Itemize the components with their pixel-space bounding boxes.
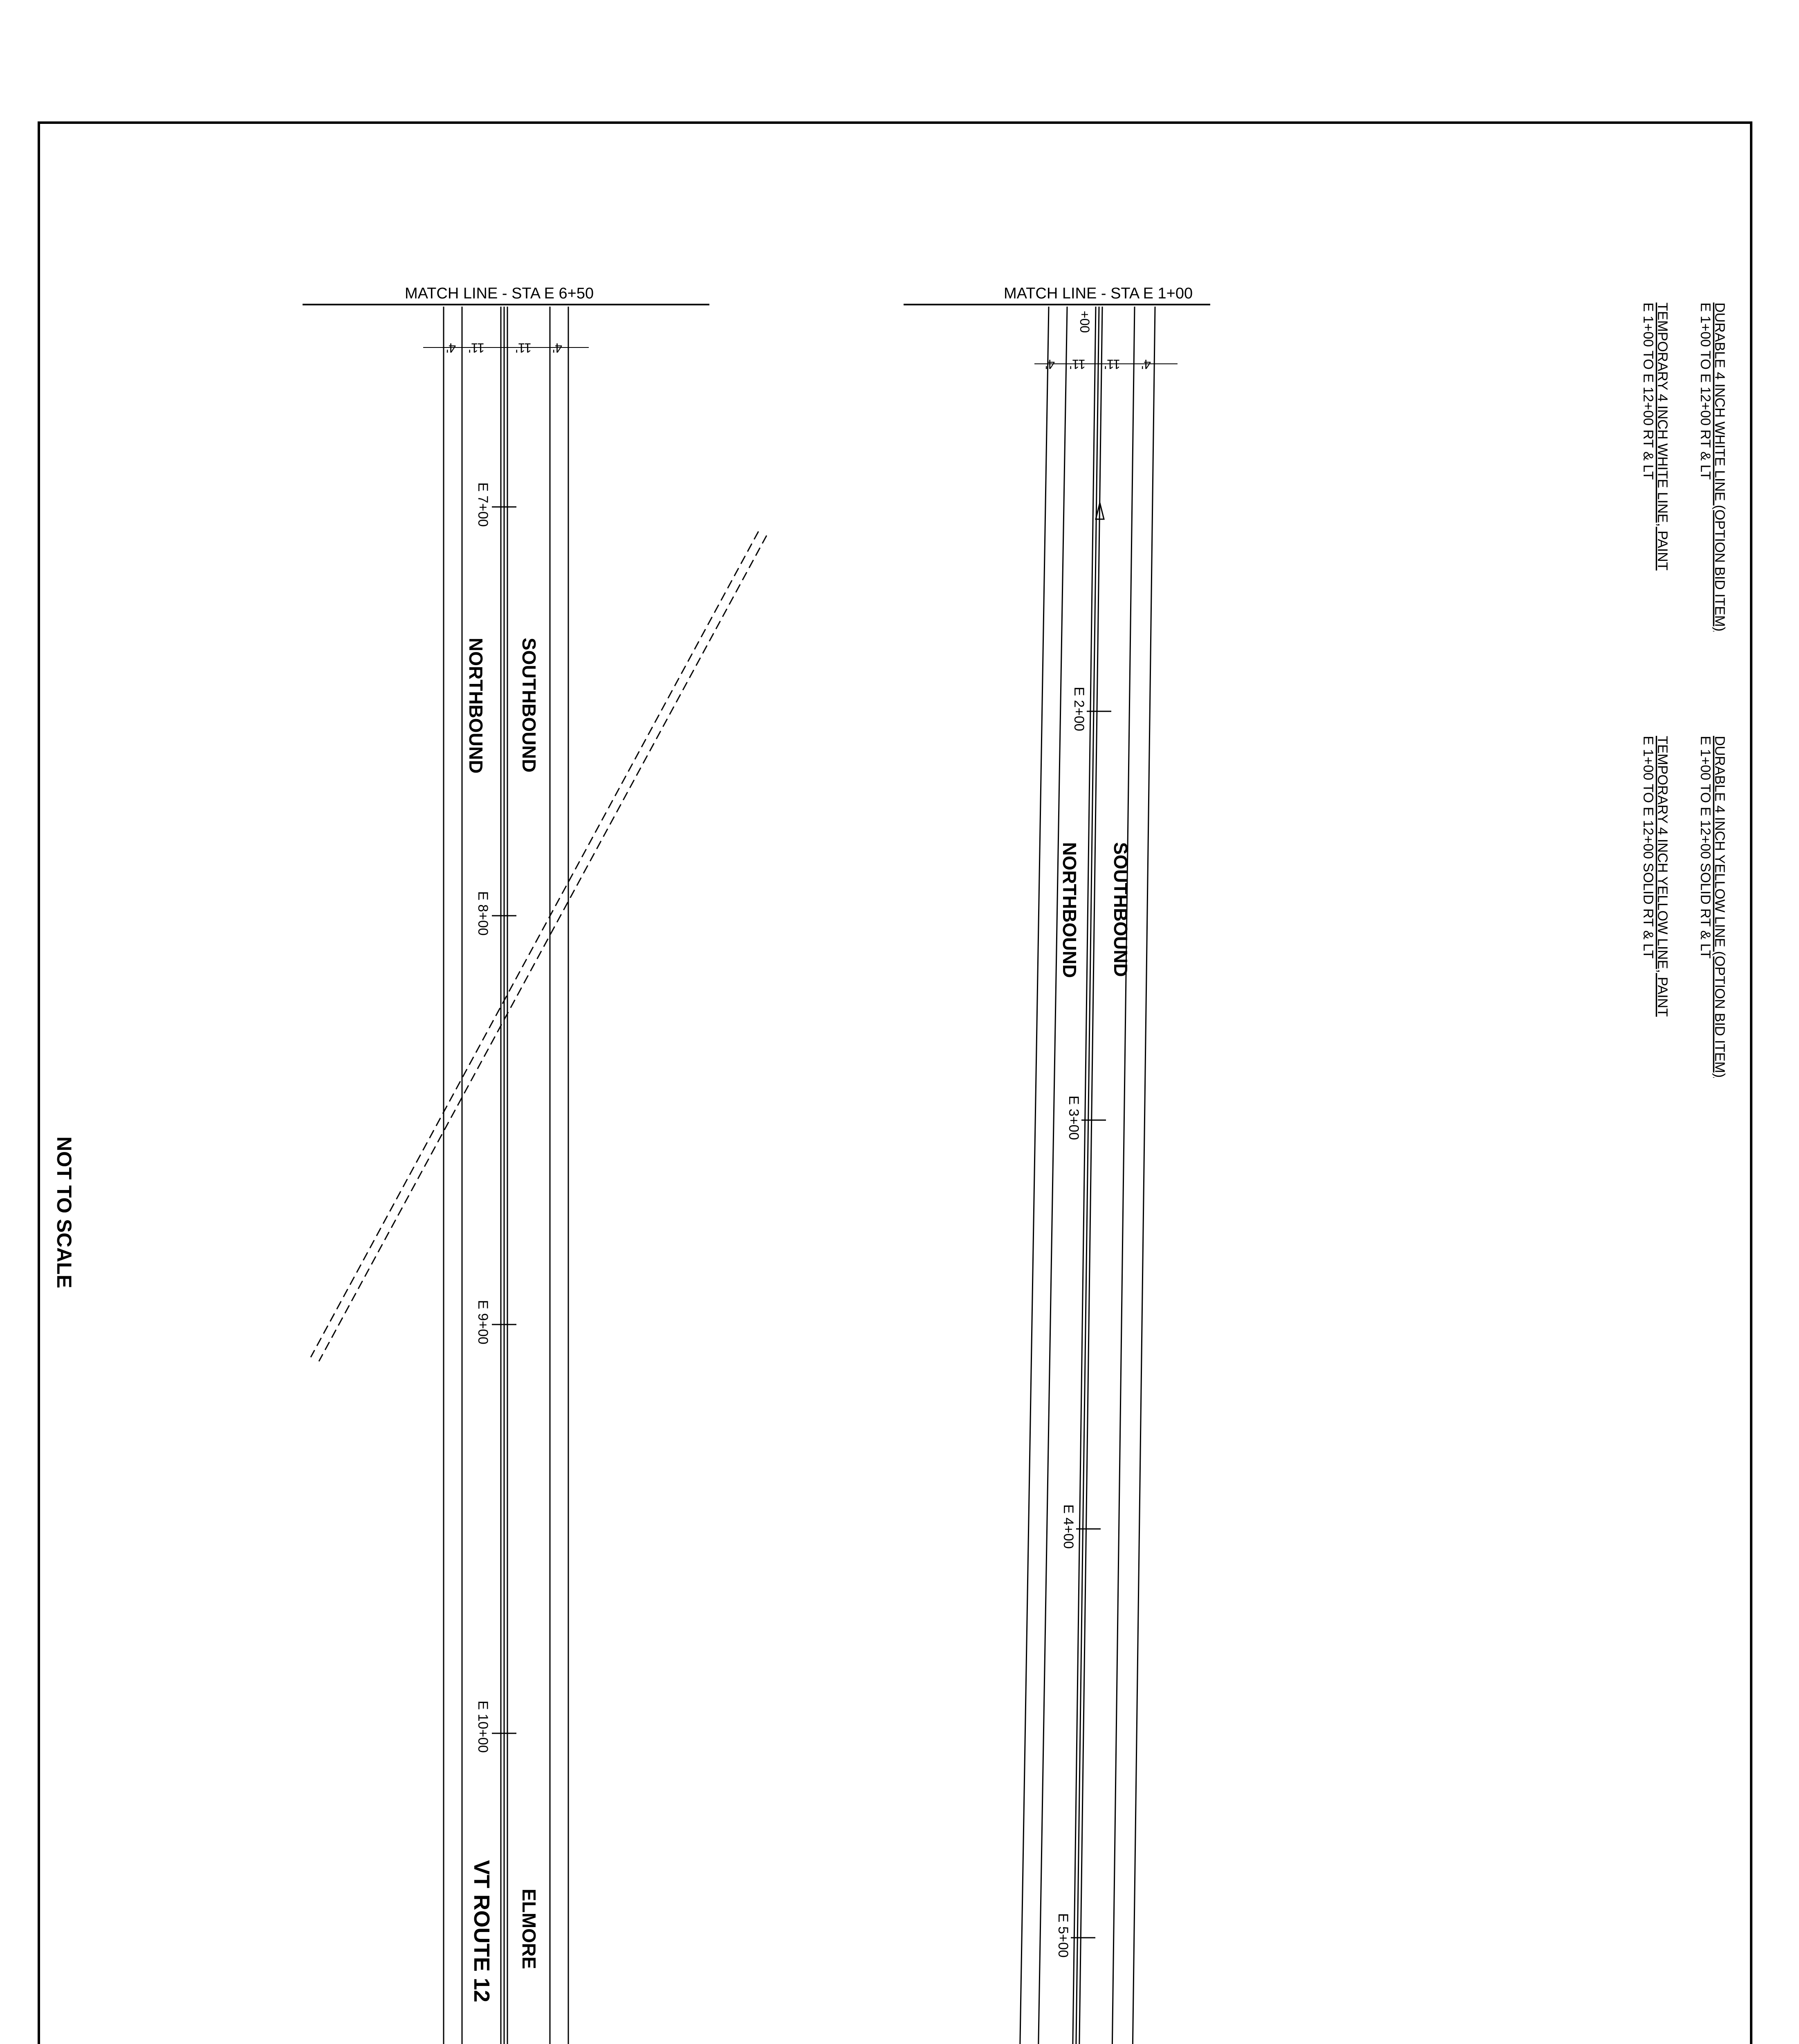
left-match-line-top-label: MATCH LINE - STA E 6+50: [405, 285, 594, 302]
white-durable-range: E 1+00 TO E 12+00 RT & LT: [1698, 303, 1713, 480]
right-fog-line-east: [1106, 307, 1135, 2044]
white-temp-title: TEMPORARY 4 INCH WHITE LINE, PAINT: [1655, 303, 1670, 571]
left-southbound-label: SOUTHBOUND: [518, 638, 540, 773]
left-station-9: E 9+00: [475, 1300, 491, 1345]
right-fog-line-west: [1030, 307, 1067, 2044]
left-station-7: E 7+00: [475, 482, 491, 527]
right-top-edge-label: +00: [1077, 311, 1092, 333]
left-northbound-label: NORTHBOUND: [465, 638, 487, 774]
right-match-line-top-label: MATCH LINE - STA E 1+00: [1004, 285, 1193, 302]
yellow-temp-range: E 1+00 TO E 12+00 SOLID RT & LT: [1640, 736, 1656, 959]
right-top-dim-2: 11': [1069, 357, 1086, 372]
yellow-temp-title: TEMPORARY 4 INCH YELLOW LINE, PAINT: [1655, 736, 1670, 1017]
left-route-label: VT ROUTE 12: [469, 1860, 494, 2003]
left-top-dim-3: 11': [515, 341, 532, 355]
white-durable-title: DURABLE 4 INCH WHITE LINE (OPTION BID ITEM): [1712, 303, 1727, 632]
right-top-dim-1: 4': [1045, 357, 1055, 372]
right-plan-view: [869, 285, 1433, 2044]
left-station-8: E 8+00: [475, 891, 491, 936]
right-top-dim-4: 4': [1141, 357, 1151, 372]
white-temp-range: E 1+00 TO E 12+00 RT & LT: [1640, 303, 1656, 480]
left-town-label: ELMORE: [518, 1889, 540, 1969]
left-top-dim-1: 4': [446, 341, 456, 355]
left-station-10: E 10+00: [475, 1701, 491, 1753]
yellow-durable-range: E 1+00 TO E 12+00 SOLID RT & LT: [1698, 736, 1713, 959]
right-station-5: E 5+00: [1055, 1913, 1071, 1958]
right-station-4: E 4+00: [1061, 1504, 1076, 1549]
left-top-dim-2: 11': [468, 341, 485, 355]
left-plan-view: [303, 285, 801, 2044]
sheet-border: [39, 123, 1751, 2044]
not-to-scale-note: NOT TO SCALE: [53, 1136, 76, 1289]
pavement-marking-notes: [1640, 303, 1727, 1078]
left-top-dim-4: 4': [552, 341, 562, 355]
right-station-2: E 2+00: [1071, 687, 1087, 731]
yellow-durable-title: DURABLE 4 INCH YELLOW LINE (OPTION BID ITEM): [1712, 736, 1727, 1078]
right-northbound-label: NORTHBOUND: [1059, 842, 1080, 978]
right-top-dim-3: 11': [1104, 357, 1120, 372]
right-southbound-label: SOUTHBOUND: [1110, 842, 1131, 977]
right-station-3: E 3+00: [1066, 1096, 1081, 1140]
